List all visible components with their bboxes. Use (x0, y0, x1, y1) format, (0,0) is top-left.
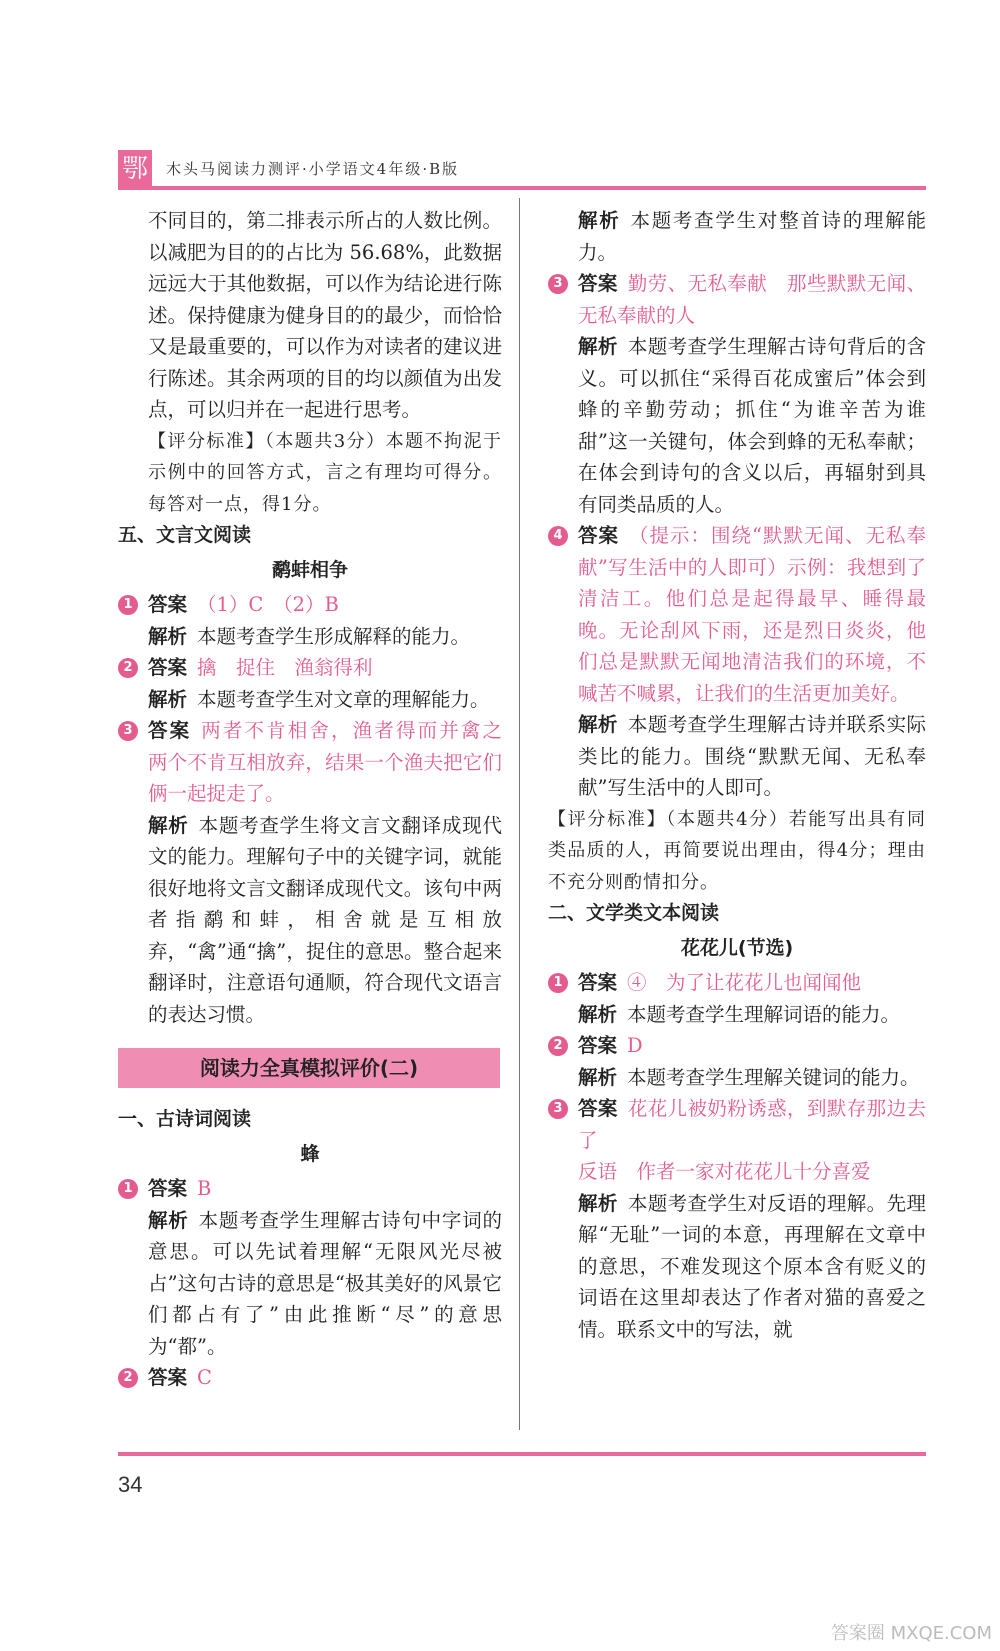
answer-text: 反语 作者一家对花花儿十分喜爱 (578, 1160, 871, 1183)
analysis-label: 解析 (578, 1065, 618, 1089)
question-item (548, 1093, 926, 1345)
analysis-text: 本题考查学生理解词语的能力。 (627, 1002, 901, 1026)
analysis-label: 解析 (148, 687, 188, 711)
section-heading: 一、古诗词阅读 (118, 1108, 252, 1130)
answer-text: B (197, 1177, 212, 1200)
question-item (548, 1030, 926, 1093)
question-number: 1 (118, 1179, 138, 1199)
analysis-label: 解析 (578, 335, 618, 358)
analysis-text: 本题考查学生将文言文翻译成现代文的能力。理解句子中的关键字词，就能很好地将文言文翻译成现代文。该句中两者指鹬和蚌，相舍就是互相放弃，“禽”通“擒”，捉住的意思。整合起来翻译时，注意语句通顺，符合现代文语言的表达习惯。 (148, 813, 502, 1026)
scoring-note: 【评分标准】（本题共3分）本题不拘泥于示例中的回答方式，言之有理均可得分。每答对一点，得1分。 (148, 430, 502, 515)
paragraph: 不同目的，第二排表示所占的人数比例。以减肥为目的的占比为 56.68%，此数据远远大于其他数据，可以作为结论进行陈述。保持健康为健身目的的最少，而恰恰又是最重要的，可以作为对读者的建议进行陈述。其余两项的目的均以颜值为出发点，可以归并在一起进行思考。 (148, 209, 502, 421)
right-column (548, 205, 926, 1345)
answer-label: 答案 (578, 1097, 618, 1120)
question-item (118, 715, 522, 1030)
book-title: 木头马阅读力测评·小学语文4年级·B版 (166, 160, 460, 178)
analysis-label: 解析 (578, 713, 618, 736)
answer-label: 答案 (578, 971, 618, 994)
answer-label: 答案 (578, 524, 620, 547)
footer-rule (118, 1452, 926, 1456)
answer-text: （提示：围绕“默默无闻、无私奉献”写生活中的人即可）示例：我想到了清洁工。他们总是起得最早、睡得最晚。无论刮风下雨，还是烈日炎炎，他们总是默默无闻地清洁我们的环境，不喊苦不喊累，让我们的生活更加美好。 (578, 524, 926, 705)
analysis-label: 解析 (578, 1191, 618, 1215)
question-number: 2 (118, 658, 138, 678)
page-number: 34 (118, 1472, 143, 1497)
section-heading: 五、文言文阅读 (118, 524, 252, 546)
left-column (118, 205, 522, 1394)
analysis-label: 解析 (148, 624, 188, 648)
answer-text: （1）C （2）B (197, 593, 339, 616)
header-rule (118, 186, 926, 190)
question-item (118, 1362, 502, 1394)
section-banner: 阅读力全真模拟评价(二) (118, 1048, 500, 1088)
question-item (548, 205, 926, 268)
question-number: 2 (548, 1036, 568, 1056)
analysis-text: 本题考查学生对整首诗的理解能力。 (578, 209, 926, 264)
province-seal: 鄂 (118, 150, 152, 188)
question-number: 1 (548, 973, 568, 993)
analysis-text: 本题考查学生形成解释的能力。 (197, 624, 471, 648)
text-title: 花花儿(节选) (680, 936, 794, 959)
answer-label: 答案 (148, 656, 188, 679)
answer-label: 答案 (148, 1366, 188, 1389)
question-number: 1 (118, 595, 138, 615)
text-title: 鹬蚌相争 (271, 558, 348, 581)
answer-text: 花花儿被奶粉诱惑，到默存那边去了 (578, 1097, 926, 1152)
answer-text: 两者不肯相舍，渔者得而并禽之 两个不肯互相放弃，结果一个渔夫把它们俩一起捉走了。 (148, 719, 522, 805)
answer-label: 答案 (148, 1177, 188, 1200)
analysis-text: 本题考查学生对文章的理解能力。 (197, 687, 490, 711)
analysis-text: 本题考查学生理解古诗句中字词的意思。可以先试着理解“无限风光尽被占”这句古诗的意思是“极其美好的风景它们都占有了”由此推断“尽”的意思为“都”。 (148, 1208, 502, 1358)
column-divider (519, 198, 520, 1430)
section-heading: 二、文学类文本阅读 (548, 902, 720, 924)
page-header (118, 150, 918, 190)
question-number: 3 (548, 1099, 568, 1119)
question-item (548, 967, 926, 1030)
answer-text: ④ 为了让花花儿也闻闻他 (627, 971, 862, 994)
answer-text: C (197, 1366, 212, 1389)
text-title: 蜂 (300, 1142, 320, 1165)
question-number: 3 (548, 274, 568, 294)
question-item (118, 652, 502, 715)
question-item (118, 1173, 502, 1362)
answer-label: 答案 (578, 1034, 618, 1057)
answer-text: D (627, 1034, 643, 1057)
scoring-note: 【评分标准】（本题共4分）若能写出具有同类品质的人，再简要说出理由，得4分；理由不充分则酌情扣分。 (548, 808, 926, 893)
answer-label: 答案 (578, 272, 618, 295)
answer-text: 勤劳、无私奉献 那些默默无闻、无私奉献的人 (578, 272, 926, 327)
analysis-label: 解析 (578, 209, 621, 232)
analysis-label: 解析 (578, 1002, 618, 1026)
answer-label: 答案 (148, 593, 188, 616)
answer-text: 擒 捉住 渔翁得利 (197, 656, 373, 679)
question-number: 2 (118, 1368, 138, 1388)
question-number: 4 (548, 526, 568, 546)
analysis-label: 解析 (148, 813, 189, 837)
analysis-text: 本题考查学生对反语的理解。先理解“无耻”一词的本意，再理解在文章中的意思，不难发现这个原本含有贬义的词语在这里却表达了作者对猫的喜爱之情。联系文中的写法，就 (578, 1191, 926, 1341)
analysis-text: 本题考查学生理解关键词的能力。 (627, 1065, 920, 1089)
answer-label: 答案 (148, 719, 192, 742)
question-item (548, 268, 926, 520)
analysis-label: 解析 (148, 1208, 189, 1232)
analysis-text: 本题考查学生理解古诗并联系实际类比的能力。围绕“默默无闻、无私奉献”写生活中的人即可。 (578, 713, 926, 799)
question-item (548, 520, 926, 804)
analysis-text: 本题考查学生理解古诗句背后的含义。可以抓住“采得百花成蜜后”体会到蜂的辛勤劳动；抓住“为谁辛苦为谁甜”这一关键句，体会到蜂的无私奉献；在体会到诗句的含义以后，再辐射到具有同类品质的人。 (578, 335, 926, 516)
question-number: 3 (118, 721, 138, 741)
watermark: 答案圈 MXQE.COM (830, 1623, 992, 1644)
question-item (118, 589, 502, 652)
